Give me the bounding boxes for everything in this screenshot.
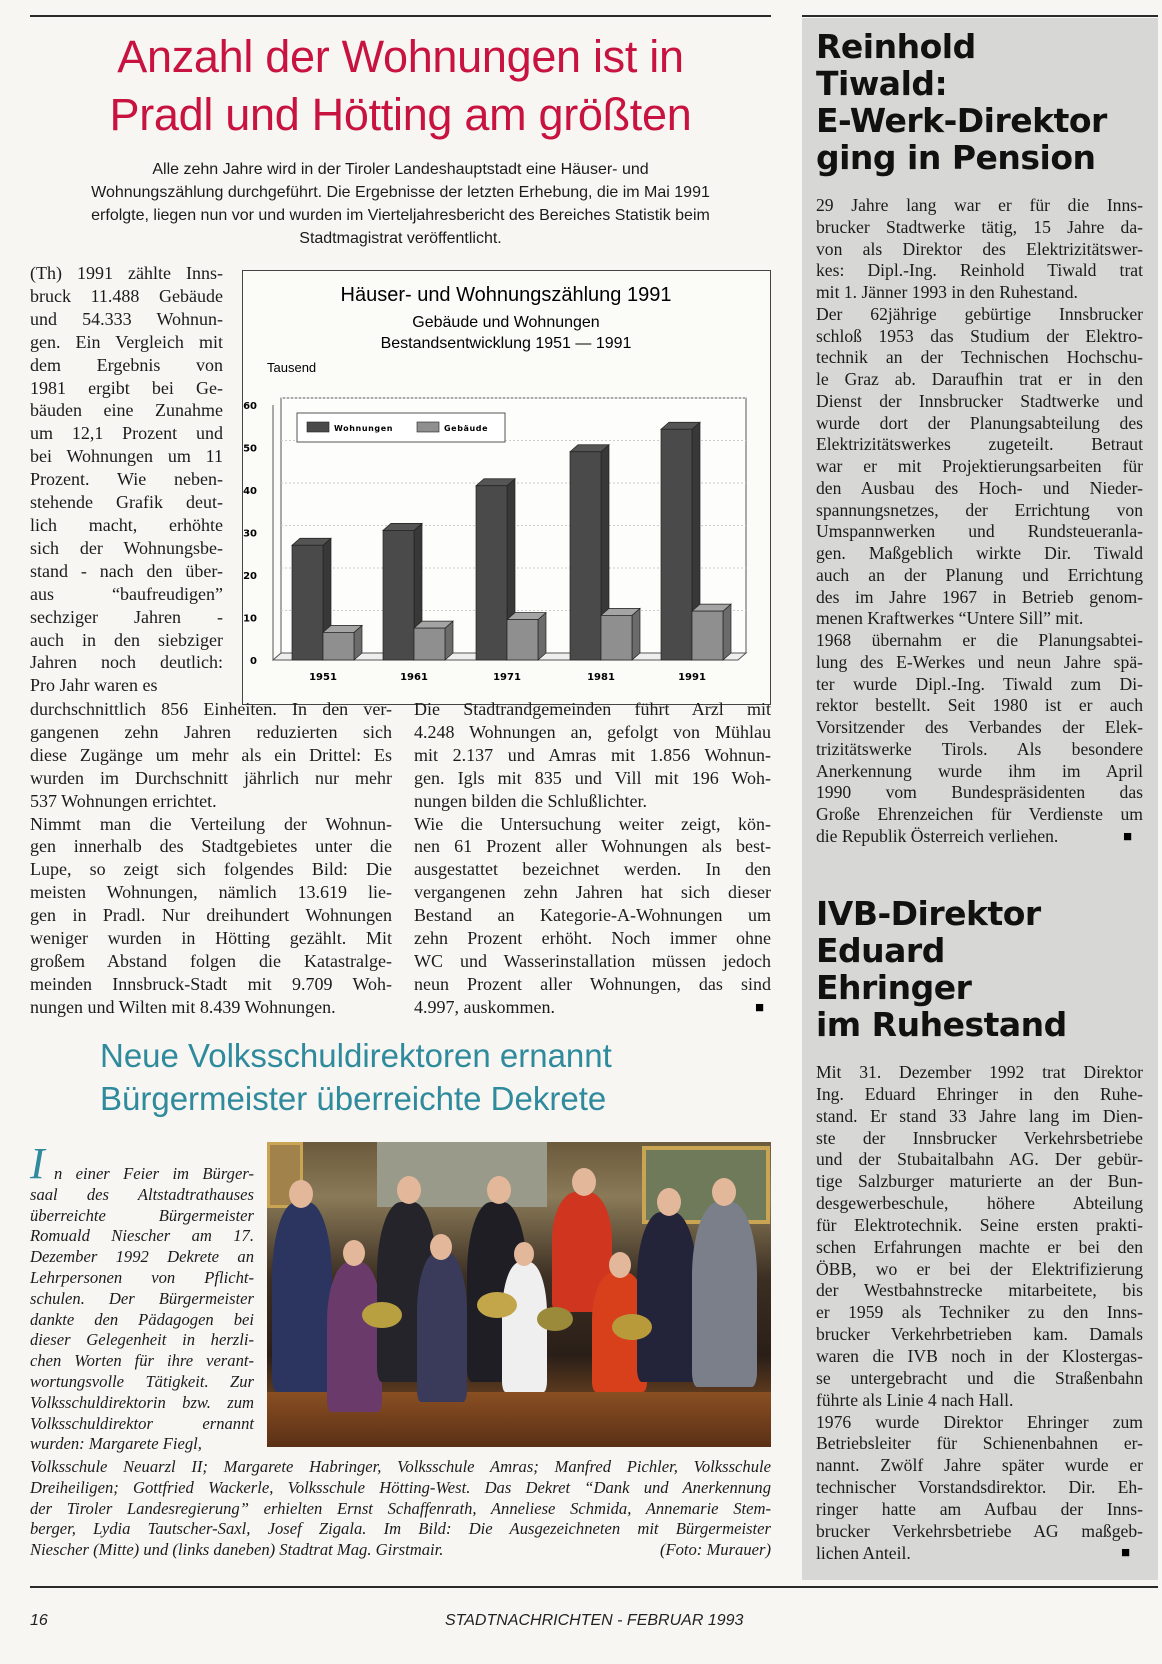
text-line: diese Zugänge um mehr als ein Drittel: Es <box>30 744 392 765</box>
text-line: Bestand an Kategorie-A-Wohnungen um <box>414 905 771 926</box>
text-line: Dreiheiligen; Gottfried Wackerle, Volksschule Hötting-West. Das Dekret “Dank und Anerkennung <box>30 1477 771 1497</box>
text-line: überreichte Bürgermeister <box>30 1205 254 1225</box>
bar-wohnungen-1961 <box>383 530 414 660</box>
housing-chart-svg <box>243 271 770 704</box>
text-line: 1968 übernahm er die Planungsabtei- <box>816 630 1143 650</box>
bar-gebäude-1961 <box>414 628 445 660</box>
text-line: menen Kraftwerkes “Untere Sill” mit. <box>816 608 1084 629</box>
sidebar-headline-line: E-Werk-Direktor <box>816 101 1107 140</box>
chart-title: Häuser- und Wohnungszählung 1991 <box>340 284 672 306</box>
school-headline-line: Neue Volksschuldirektoren ernannt <box>100 1037 612 1074</box>
text-line: Nimmt man die Verteilung der Wohnun- <box>30 813 392 834</box>
bar-wohnungen-1981 <box>570 452 601 660</box>
photo-person <box>637 1212 697 1382</box>
chart-subtitle: Gebäude und Wohnungen <box>412 314 600 331</box>
text-line: Vorsitzender des Verbandes der Elek- <box>816 717 1143 737</box>
sidebar-headline-line: im Ruhestand <box>816 1005 1067 1044</box>
bar-side-gebäude <box>723 604 731 660</box>
main-headline-line: Pradl und Hötting am größten <box>109 89 692 140</box>
x-tick-label: 1991 <box>678 672 706 683</box>
text-line: brucker Verkehrbetrieben kam. Damals <box>816 1324 1143 1345</box>
text-line: Volksschuldirektorin bzw. zum <box>30 1392 254 1412</box>
text-line: trizitätswerke Tirols. Als besondere <box>816 738 1143 759</box>
sidebar-headline-line: ging in Pension <box>816 138 1096 177</box>
publication-footer: STADTNACHRICHTEN - FEBRUAR 1993 <box>445 1612 744 1629</box>
photo-flowers <box>612 1314 652 1340</box>
text-line: spannungsnetzes, der Errichtung von <box>816 499 1143 520</box>
intro-line: Wohnungszählung durchgeführt. Die Ergebnisse der letzten Erhebung, die im Mai 1991 <box>91 184 710 201</box>
text-line: le Graz ab. Daraufhin trat er in den <box>816 369 1143 389</box>
text-line: der Tiroler Landesregierung” erhielten Ernst Schaffenrath, Anneliese Schmida, Annemarie Stem- <box>30 1498 771 1518</box>
text-line: Die Stadtrandgemeinden führt Arzl mit <box>414 699 771 719</box>
text-line: 537 Wohnungen errichtet. <box>30 790 217 811</box>
article-end-mark: ■ <box>755 1000 765 1016</box>
bar-gebäude-1971 <box>507 620 538 660</box>
text-line: er 1959 als Techniker zu den Inns- <box>816 1302 1143 1323</box>
top-rule-main <box>30 15 771 17</box>
text-line: den Ausbau des Hoch- und Nieder- <box>816 477 1143 498</box>
photo-flowers <box>477 1292 517 1318</box>
text-line: von als Direktor des Elektrizitätswer- <box>816 238 1143 259</box>
text-line: Dienst der Innsbrucker Stadtwerke und <box>816 390 1143 411</box>
legend-label: Wohnungen <box>334 424 394 433</box>
bar-side-gebäude <box>632 608 640 660</box>
text-line: mit 1. Jänner 1993 in den Ruhestand. <box>816 282 1078 302</box>
bottom-rule <box>30 1586 1158 1588</box>
text-line: gen. Igls mit 835 und Vill mit 196 Woh- <box>414 767 771 788</box>
bar-side-gebäude <box>538 613 546 660</box>
intro-line: Stadtmagistrat veröffentlicht. <box>299 230 502 247</box>
text-line: 1981 ergibt bei Ge- <box>30 377 223 398</box>
y-tick-label: 40 <box>243 486 257 497</box>
text-line: zehn Prozent erhöht. Noch immer ohne <box>414 928 771 949</box>
text-line: wurde dort der Planungsabteilung des <box>816 412 1143 433</box>
text-line: war er mit Projektierungsarbeiten für <box>816 456 1143 476</box>
text-line: ter wurde Dipl.-Ing. Tiwald zum Di- <box>816 673 1143 694</box>
chart-subtitle: Bestandsentwicklung 1951 — 1991 <box>380 335 632 352</box>
text-line: Große Ehrenzeichen für Verdienste um <box>816 804 1143 824</box>
text-line: Lehrpersonen von Pflicht- <box>30 1267 254 1287</box>
text-line: bei Wohnungen um 11 <box>30 446 223 467</box>
sidebar-headline-ehringer <box>816 895 1067 1043</box>
photo-person-head <box>430 1234 452 1260</box>
text-line: auch in den siebziger <box>30 629 223 650</box>
text-line: Wie die Untersuchung weiter zeigt, kön- <box>414 813 771 834</box>
text-line: 1990 vom Bundespräsidenten das <box>816 782 1143 803</box>
photo-person <box>327 1262 382 1412</box>
text-line: nungen bilden die Schlußlichter. <box>414 790 647 811</box>
text-line: führte als Linie 4 nach Hall. <box>816 1389 1014 1410</box>
text-line: 4.248 Wohnungen an, gefolgt von Mühlau <box>414 721 771 742</box>
text-line: bäuden eine Zunahme <box>30 400 223 421</box>
y-tick-label: 30 <box>243 528 257 540</box>
text-line: dieser Gelegenheit in herzli- <box>30 1330 254 1350</box>
text-line: schloß 1953 das Studium der Elektro- <box>816 325 1143 346</box>
text-line: bruck 11.488 Gebäude <box>30 285 223 306</box>
text-line: brucker Stadtwerke tätig, 15 Jahre da- <box>816 216 1143 237</box>
text-line: technik an der Technischen Hochschu- <box>816 347 1143 368</box>
x-tick-label: 1971 <box>493 672 521 683</box>
photo-person <box>417 1252 467 1402</box>
text-line: desgewerbeschule, höhere Abteilung <box>816 1193 1143 1214</box>
sidebar-body-tiwald <box>816 195 1143 848</box>
text-line: der Westbahnstrecke mitarbeitete, bis <box>816 1280 1143 1301</box>
text-line: Elektrizitätswerkes zugeteilt. Betraut <box>816 434 1143 455</box>
sidebar-headline-line: Tiwald: <box>816 64 948 103</box>
photo-person-head <box>609 1252 631 1278</box>
text-line: Betriebsleiter für Schienenbahnen er- <box>816 1433 1143 1454</box>
x-tick-label: 1961 <box>400 672 428 683</box>
sidebar1-end-mark: ■ <box>1123 829 1133 845</box>
text-line: sich der Wohnungsbe- <box>30 537 223 558</box>
text-line: wurden im Durchschnitt jährlich nur mehr <box>30 767 392 788</box>
text-line: und der Stubaitalbahn AG. Der gebür- <box>816 1149 1143 1170</box>
ceremony-photo <box>267 1142 771 1447</box>
text-line: nen 61 Prozent aller Wohnungen als best- <box>414 836 771 857</box>
photo-person-head <box>572 1168 596 1196</box>
text-line: Pro Jahr waren es <box>30 675 158 696</box>
x-tick-label: 1981 <box>587 672 615 683</box>
text-line: weniger wurden in Hötting gezählt. Mit <box>30 928 392 949</box>
text-line: um 12,1 Prozent und <box>30 423 223 444</box>
photo-person <box>272 1202 332 1392</box>
photo-person-head <box>343 1240 365 1266</box>
bar-wohnungen-1991 <box>661 429 692 660</box>
y-tick-label: 60 <box>243 401 257 412</box>
text-line: saal des Altstadtrathauses <box>30 1184 254 1204</box>
text-line: Dezember 1992 Dekrete an <box>30 1247 254 1267</box>
school-headline <box>100 1034 612 1120</box>
text-line: chen Worten für ihre verant- <box>30 1351 254 1371</box>
top-rule-sidebar <box>802 15 1158 17</box>
text-line: sechziger Jahren - <box>30 606 223 627</box>
main-headline <box>30 28 771 144</box>
text-line: ste der Innsbrucker Verkehrsbetriebe <box>816 1127 1143 1148</box>
main-narrow-column <box>30 262 223 697</box>
text-line: Romuald Niescher am 17. <box>30 1226 254 1246</box>
text-line: für Elektrotechnik. Seine ersten prakti- <box>816 1214 1143 1235</box>
text-line: berger, Lydia Tautscher-Saxl, Josef Zigala. Im Bild: Die Ausgezeichneten mit Bürgermeister <box>30 1519 771 1539</box>
legend-label: Gebäude <box>444 424 489 433</box>
text-line: n einer Feier im Bürger- <box>54 1164 254 1183</box>
text-line: meisten Wohnungen, nämlich 13.619 lie- <box>30 882 392 903</box>
text-line: wortungsvolle Tätigkeit. Zur <box>30 1371 254 1391</box>
text-line: gen. Maßgeblich wirkte Dir. Tiwald <box>816 543 1143 563</box>
photo-person-head <box>397 1176 421 1204</box>
text-line: Volksschule Neuarzl II; Margarete Habringer, Volksschule Amras; Manfred Pichler, Volksschule <box>30 1457 771 1476</box>
text-line: Volksschuldirektor ernannt <box>30 1413 254 1433</box>
photo-flowers <box>362 1302 402 1328</box>
text-line: Anerkennung wurde ihm im April <box>816 760 1143 781</box>
photo-person-head <box>712 1178 736 1206</box>
y-axis-label: Tausend <box>267 360 317 375</box>
text-line: meinden Innsbruck-Stadt mit 9.709 Woh- <box>30 973 392 994</box>
main-intro <box>30 158 771 250</box>
school-headline-line: Bürgermeister überreichte Dekrete <box>100 1080 607 1117</box>
text-line: neun Prozent aller Wohnungen, das sind <box>414 973 771 994</box>
text-line: ausgestattet bezeichnet werden. In den <box>414 859 771 880</box>
text-line: auch an der Planung und Errichtung <box>816 564 1143 585</box>
text-line: stehende Grafik deut- <box>30 492 223 513</box>
text-line: se untergebracht und die Straßenbahn <box>816 1367 1143 1388</box>
text-line: Umspannwerken und Rundsteueranla- <box>816 521 1143 542</box>
text-line: nungen und Wilten mit 8.439 Wohnungen. <box>30 996 336 1017</box>
text-line: schen Erfahrungen machte er bei den <box>816 1236 1143 1257</box>
text-line: 1976 wurde Direktor Ehringer zum <box>816 1411 1143 1432</box>
text-line: Jahren noch deutlich: <box>30 652 223 673</box>
y-tick-label: 0 <box>250 656 257 667</box>
legend-swatch-gebäude <box>417 422 439 432</box>
text-line: lich macht, erhöhte <box>30 514 223 535</box>
bar-gebäude-1981 <box>601 615 632 660</box>
text-line: schulen. Der Bürgermeister <box>30 1288 254 1308</box>
text-line: gen innerhalb des Stadtgebietes unter die <box>30 836 392 857</box>
text-line: waren die IVB noch in der Klostergas- <box>816 1345 1143 1366</box>
text-line: lung des E-Werkes und neun Jahre spä- <box>816 651 1143 672</box>
text-line: technischer Vorstandsdirektor. Dir. Eh- <box>816 1477 1143 1498</box>
text-line: Der 62jährige gebürtige Innsbrucker <box>816 303 1143 324</box>
text-line: dankte den Pädagogen bei <box>30 1309 254 1329</box>
text-line: Mit 31. Dezember 1992 trat Direktor <box>816 1062 1143 1082</box>
sidebar-headline-line: Reinhold <box>816 27 976 66</box>
sidebar-headline-line: IVB-Direktor <box>816 894 1041 933</box>
text-line: kes: Dipl.-Ing. Reinhold Tiwald trat <box>816 260 1143 281</box>
bar-gebäude-1951 <box>323 632 354 660</box>
text-line: die Republik Österreich verliehen. <box>816 825 1059 846</box>
text-line: 4.997, auskommen. <box>414 996 555 1017</box>
text-line: aus “baufreudigen” <box>30 583 223 604</box>
text-line: lichen Anteil. <box>816 1542 911 1563</box>
text-line: großem Abstand folgen die Katastralge- <box>30 950 392 971</box>
text-line: stand - nach den über- <box>30 560 223 581</box>
intro-line: erfolgte, liegen nun vor und wurden im Vierteljahresbericht des Bereiches Statistik beim <box>91 207 710 224</box>
sidebar2-end-mark: ■ <box>1121 1545 1131 1561</box>
text-line: gen in Pradl. Nur dreihundert Wohnungen <box>30 905 392 926</box>
photo-person <box>692 1202 757 1387</box>
text-line: des im Jahre 1967 in Betrieb genom- <box>816 586 1143 607</box>
photo-person <box>502 1262 547 1392</box>
text-line: Ing. Eduard Ehringer in den Ruhe- <box>816 1083 1143 1104</box>
caption-last-line <box>30 1540 771 1561</box>
text-line: vergangenen zehn Jahren hat sich dieser <box>414 882 771 903</box>
photo-person-head <box>657 1188 681 1216</box>
bar-gebäude-1991 <box>692 611 723 660</box>
photo-person-head <box>487 1176 511 1204</box>
text-line: ÖBB, wo er bei der Elektrifizierung <box>816 1258 1143 1279</box>
photo-person-head <box>514 1242 534 1266</box>
text-line: 29 Jahre lang war er für die Inns- <box>816 195 1143 215</box>
text-line: tige Salzburger maturierte an der Bun- <box>816 1171 1143 1192</box>
text-line: ringer hatte am Aufbau der Inns- <box>816 1498 1143 1519</box>
text-line: Lupe, so zeigt sich folgendes Bild: Die <box>30 859 392 880</box>
text-line: nannt. Zwölf Jahre später wurde er <box>816 1455 1143 1476</box>
sidebar-body-ehringer <box>816 1062 1143 1564</box>
text-line: und 54.333 Wohnun- <box>30 308 223 329</box>
text-line: rektor bestellt. Seit 1980 ist er auch <box>816 695 1143 716</box>
sidebar-headline-line: Eduard <box>816 931 945 970</box>
main-right-column <box>414 698 771 1019</box>
text-line: gangenen zehn Jahren reduzierten sich <box>30 721 392 742</box>
drop-cap: I <box>30 1139 45 1188</box>
photo-credit: (Foto: Murauer) <box>659 1540 771 1559</box>
text-line: Prozent. Wie neben- <box>30 469 223 490</box>
intro-line: Alle zehn Jahre wird in der Tiroler Landeshauptstadt eine Häuser- und <box>152 161 649 178</box>
y-tick-label: 20 <box>243 571 257 582</box>
text-line: WC und Wasserinstallation müssen jedoch <box>414 950 771 971</box>
text-line: stand. Er stand 33 Jahre lang im Dien- <box>816 1105 1143 1126</box>
caption-last-text: Niescher (Mitte) und (links daneben) Stadtrat Mag. Girstmair. <box>30 1540 444 1559</box>
legend-swatch-wohnungen <box>307 422 329 432</box>
bar-wohnungen-1951 <box>292 545 323 660</box>
y-tick-label: 10 <box>243 613 257 625</box>
main-left-column <box>30 698 392 1019</box>
sidebar-headline-tiwald <box>816 28 1107 176</box>
x-tick-label: 1951 <box>309 672 337 683</box>
text-line: brucker Verkehrsbetriebe AG maßgeb- <box>816 1520 1143 1541</box>
text-line: (Th) 1991 zählte Inns- <box>30 263 223 283</box>
text-line: mit 2.137 und Amras mit 1.856 Wohnun- <box>414 744 771 765</box>
y-tick-label: 50 <box>243 443 257 455</box>
caption-column <box>30 1164 254 1455</box>
bar-wohnungen-1971 <box>476 486 507 660</box>
housing-chart <box>242 270 771 705</box>
photo-person-head <box>289 1180 313 1208</box>
text-line: durchschnittlich 856 Einheiten. In den ver- <box>30 699 392 719</box>
caption-full-width <box>30 1457 771 1540</box>
main-headline-line: Anzahl der Wohnungen ist in <box>117 31 684 82</box>
page-number: 16 <box>30 1612 48 1629</box>
text-line: wurden: Margarete Fiegl, <box>30 1434 202 1454</box>
photo-flowers <box>537 1307 573 1331</box>
text-line: dem Ergebnis von <box>30 354 223 375</box>
text-line: gen. Ein Vergleich mit <box>30 331 223 352</box>
sidebar-headline-line: Ehringer <box>816 968 972 1007</box>
